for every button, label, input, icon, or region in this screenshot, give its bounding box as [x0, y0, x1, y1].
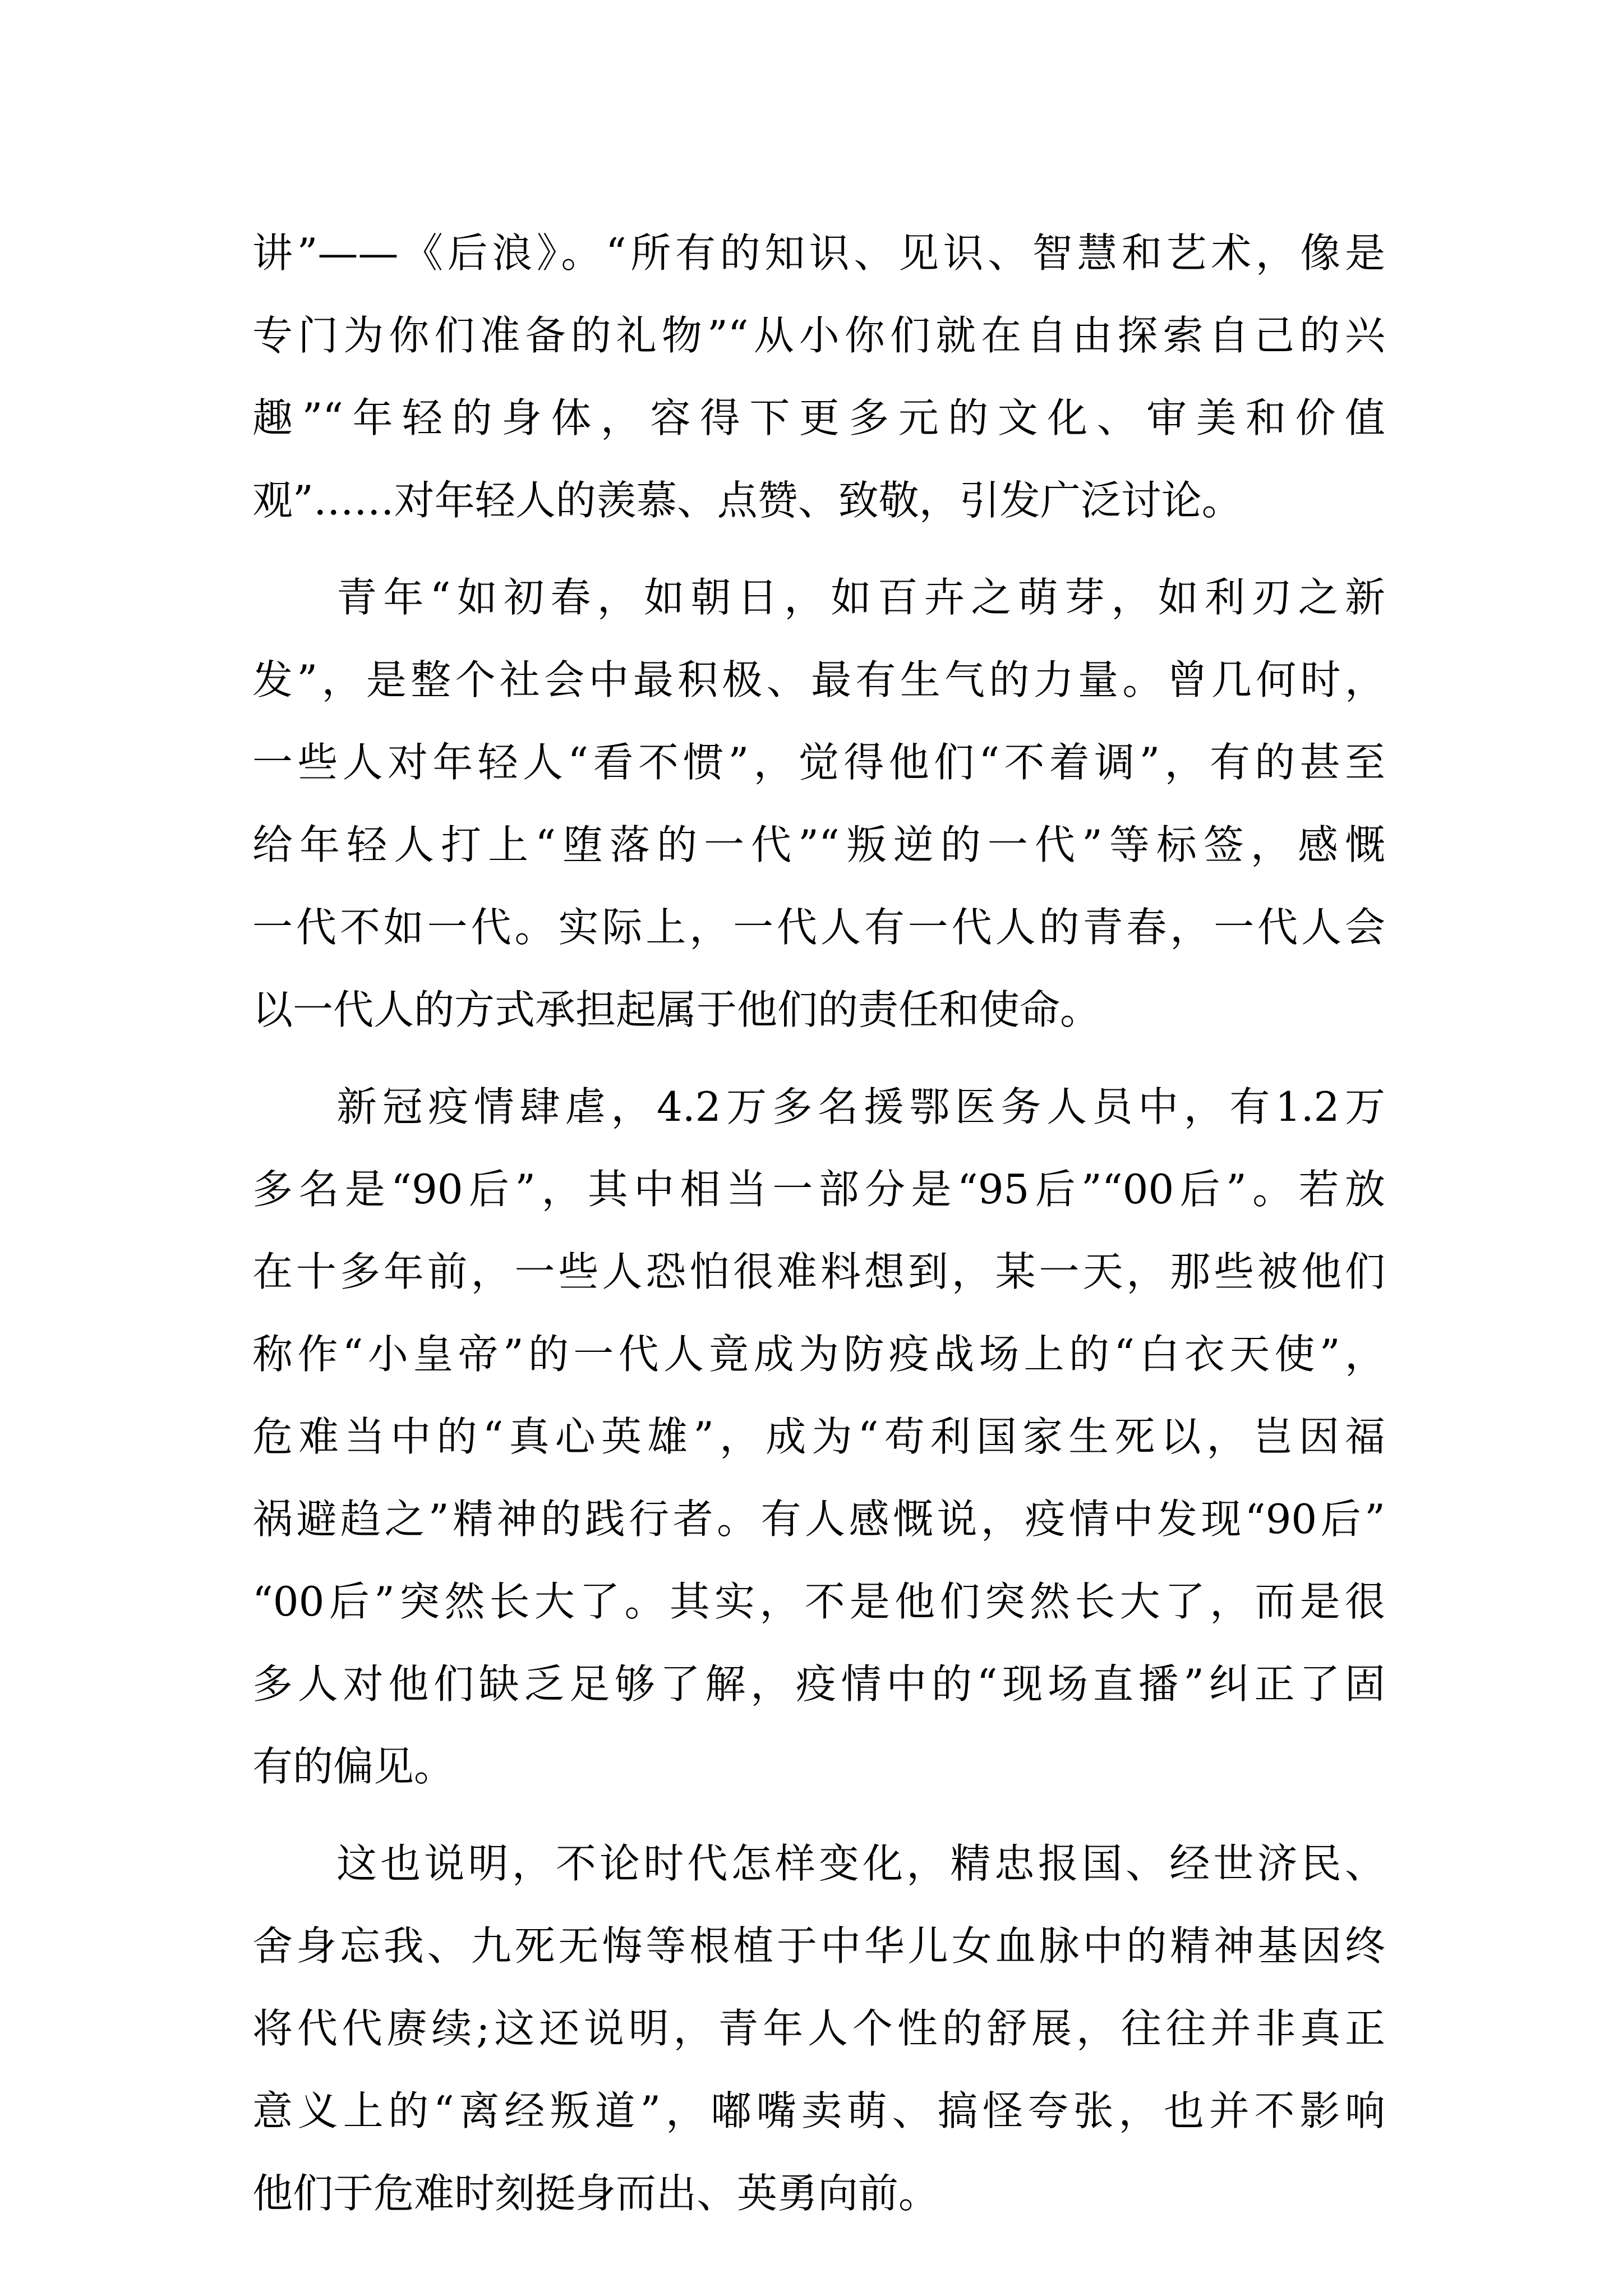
- text-line: 在十多年前，一些人恐怕很难料想到，某一天，那些被他们: [252, 1248, 1385, 1295]
- document-page: [252, 212, 1385, 2235]
- text-line: 一代不如一代。实际上，一代人有一代人的青春，一代人会: [252, 904, 1385, 951]
- text-line: 他们于危难时刻挺身而出、英勇向前。: [252, 2170, 939, 2217]
- text-line: 观”……对年轻人的羡慕、点赞、致敬，引发广泛讨论。: [252, 477, 1242, 524]
- text-line: 趣”“年轻的身体，容得下更多元的文化、审美和价值: [252, 394, 1385, 441]
- text-line: 以一代人的方式承担起属于他们的责任和使命。: [252, 986, 1101, 1033]
- text-line: 危难当中的“真心英雄”，成为“苟利国家生死以，岂因福: [252, 1413, 1385, 1460]
- text-line: 给年轻人打上“堕落的一代”“叛逆的一代”等标签，感慨: [252, 821, 1385, 868]
- text-line: 青年“如初春，如朝日，如百卉之萌芽，如利刃之新: [336, 574, 1385, 621]
- paragraph-1: [252, 212, 1385, 542]
- text-line: “00后”突然长大了。其实，不是他们突然长大了，而是很: [252, 1578, 1385, 1625]
- text-line: 发”，是整个社会中最积极、最有生气的力量。曾几何时，: [252, 656, 1385, 703]
- text-line: 讲”——《后浪》。“所有的知识、见识、智慧和艺术，像是: [252, 229, 1385, 277]
- text-line: 专门为你们准备的礼物”“从小你们就在自由探索自己的兴: [252, 312, 1385, 359]
- paragraph-2: [252, 556, 1385, 1051]
- paragraph-3: [252, 1066, 1385, 1808]
- text-line: 有的偏见。: [252, 1743, 455, 1790]
- text-line: 新冠疫情肆虐，4.2万多名援鄂医务人员中，有1.2万: [336, 1083, 1385, 1130]
- paragraph-4: [252, 1823, 1385, 2235]
- text-line: 一些人对年轻人“看不惯”，觉得他们“不着调”，有的甚至: [252, 739, 1385, 786]
- text-line: 称作“小皇帝”的一代人竟成为防疫战场上的“白衣天使”，: [252, 1331, 1385, 1378]
- text-line: 将代代赓续;这还说明，青年人个性的舒展，往往并非真正: [252, 2005, 1385, 2052]
- text-line: 这也说明，不论时代怎样变化，精忠报国、经世济民、: [336, 1840, 1385, 1887]
- text-line: 舍身忘我、九死无悔等根植于中华儿女血脉中的精神基因终: [252, 1922, 1385, 1970]
- text-line: 多人对他们缺乏足够了解，疫情中的“现场直播”纠正了固: [252, 1660, 1385, 1708]
- text-line: 祸避趋之”精神的践行者。有人感慨说，疫情中发现“90后”: [252, 1496, 1385, 1543]
- text-line: 意义上的“离经叛道”，嘟嘴卖萌、搞怪夸张，也并不影响: [252, 2087, 1385, 2134]
- text-line: 多名是“90后”，其中相当一部分是“95后”“00后”。若放: [252, 1166, 1385, 1213]
